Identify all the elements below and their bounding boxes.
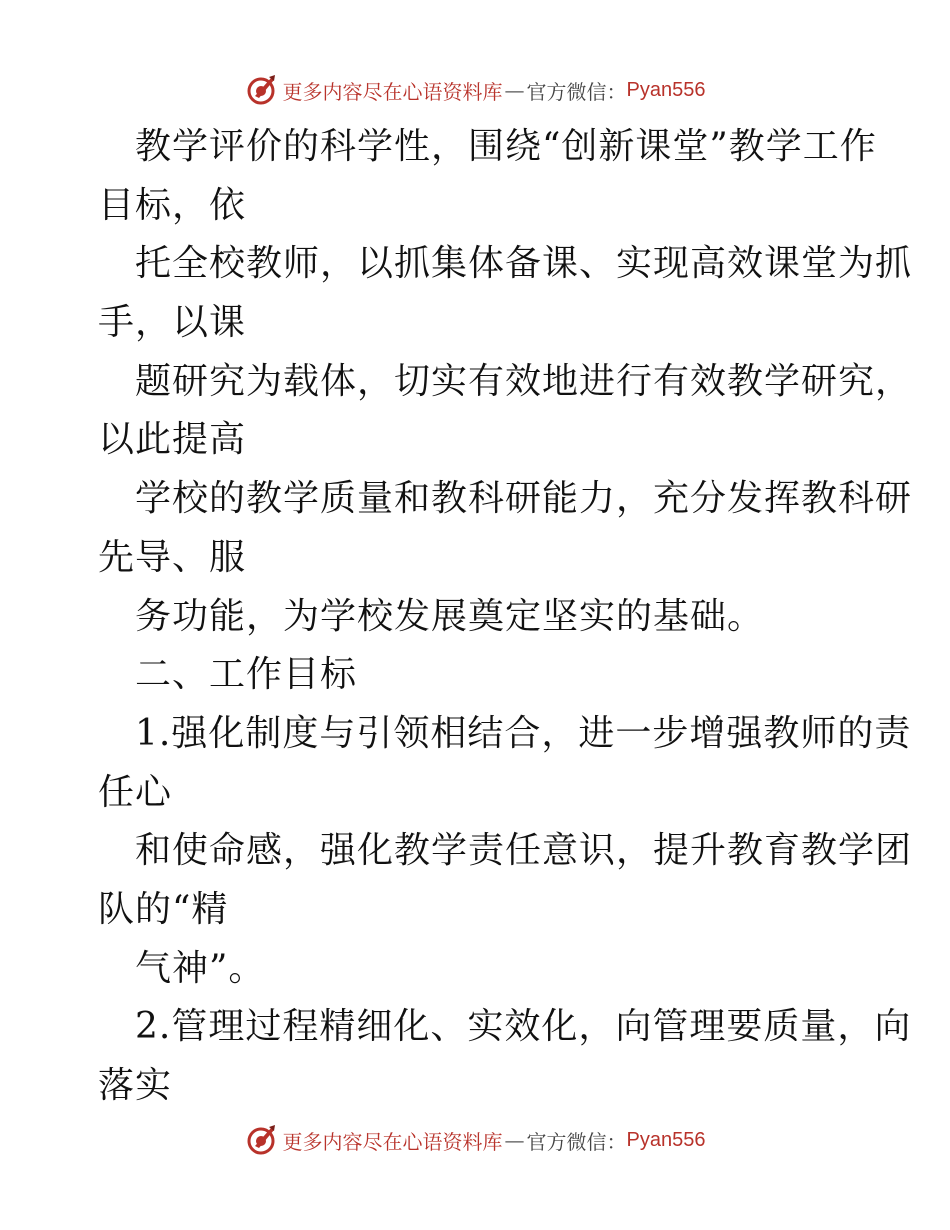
body-line: 教学评价的科学性，围绕“创新课堂”教学工作 [135, 126, 877, 167]
quill-logo-icon [245, 1124, 277, 1156]
watermark-wechat-id: Pyan556 [626, 78, 706, 101]
body-line: 1.强化制度与引领相结合，进一步增强教师的责 [135, 712, 912, 754]
header-watermark [0, 70, 950, 110]
body-line: 气神”。 [135, 947, 266, 989]
section-heading: 二、工作目标 [135, 654, 358, 696]
body-line: 目标，依 [98, 184, 247, 226]
body-line: 以此提高 [98, 419, 247, 461]
body-line: 2.管理过程精细化、实效化，向管理要质量，向 [135, 1006, 912, 1048]
watermark-brand-text: 更多内容尽在心语资料库 [282, 79, 503, 104]
body-line: 学校的教学质量和教科研能力，充分发挥教科研 [135, 478, 913, 520]
body-line: 手，以课 [98, 302, 247, 344]
document-body [98, 118, 913, 1116]
watermark-separator: — [504, 78, 525, 102]
body-line: 和使命感，强化教学责任意识，提升教育教学团 [135, 830, 913, 872]
watermark-separator: — [504, 1128, 525, 1152]
body-line: 队的“精 [98, 888, 229, 930]
watermark-wechat-id: Pyan556 [626, 1128, 706, 1151]
watermark-label: 官方微信： [526, 79, 627, 104]
quill-logo-icon [245, 74, 277, 106]
body-line: 务功能，为学校发展奠定坚实的基础。 [135, 595, 765, 637]
body-line: 先导、服 [98, 536, 247, 578]
footer-watermark [0, 1120, 950, 1160]
watermark-brand-text: 更多内容尽在心语资料库 [282, 1129, 503, 1154]
body-line: 落实 [98, 1065, 173, 1106]
body-line: 任心 [98, 771, 173, 813]
body-line: 题研究为载体，切实有效地进行有效教学研究， [135, 360, 913, 402]
body-line: 托全校教师，以抓集体备课、实现高效课堂为抓 [135, 243, 913, 285]
watermark-label: 官方微信： [526, 1129, 627, 1154]
